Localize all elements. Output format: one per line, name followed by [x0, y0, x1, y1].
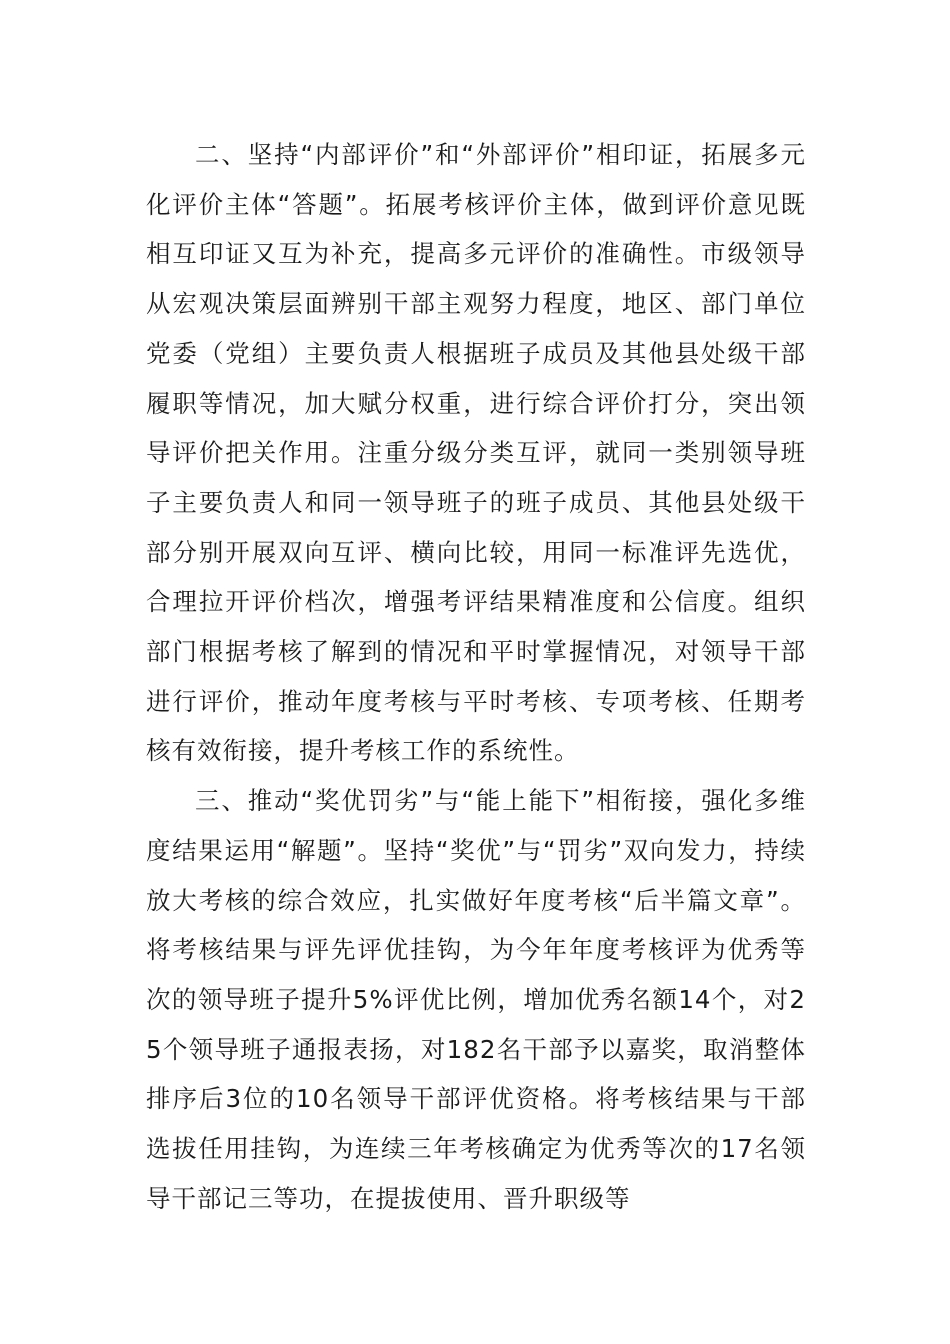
- paragraph-evaluation-subjects: 二、坚持“内部评价”和“外部评价”相印证，拓展多元化评价主体“答题”。拓展考核评价主体，做到评价意见既相互印证又互为补充，提高多元评价的准确性。市级领导从宏观决策层面辨别干部主观努力程度，地区、部门单位党委（党组）主要负责人根据班子成员及其他县处级干部履职等情况，加大赋分权重，进行综合评价打分，突出领导评价把关作用。注重分级分类互评，就同一类别领导班子主要负责人和同一领导班子的班子成员、其他县处级干部分别开展双向互评、横向比较，用同一标准评先选优，合理拉开评价档次，增强考评结果精准度和公信度。组织部门根据考核了解到的情况和平时掌握情况，对领导干部进行评价，推动年度考核与平时考核、专项考核、任期考核有效衔接，提升考核工作的系统性。: [146, 140, 806, 766]
- document-body: [146, 130, 806, 1223]
- paragraph-results-application: 三、推动“奖优罚劣”与“能上能下”相衔接，强化多维度结果运用“解题”。坚持“奖优”与“罚劣”双向发力，持续放大考核的综合效应，扎实做好年度考核“后半篇文章”。将考核结果与评先评优挂钩，为今年年度考核评为优秀等次的领导班子提升5%评优比例，增加优秀名额14个，对25个领导班子通报表扬，对182名干部予以嘉奖，取消整体排序后3位的10名领导干部评优资格。将考核结果与干部选拔任用挂钩，为连续三年考核确定为优秀等次的17名领导干部记三等功，在提拔使用、晋升职级等: [146, 786, 806, 1213]
